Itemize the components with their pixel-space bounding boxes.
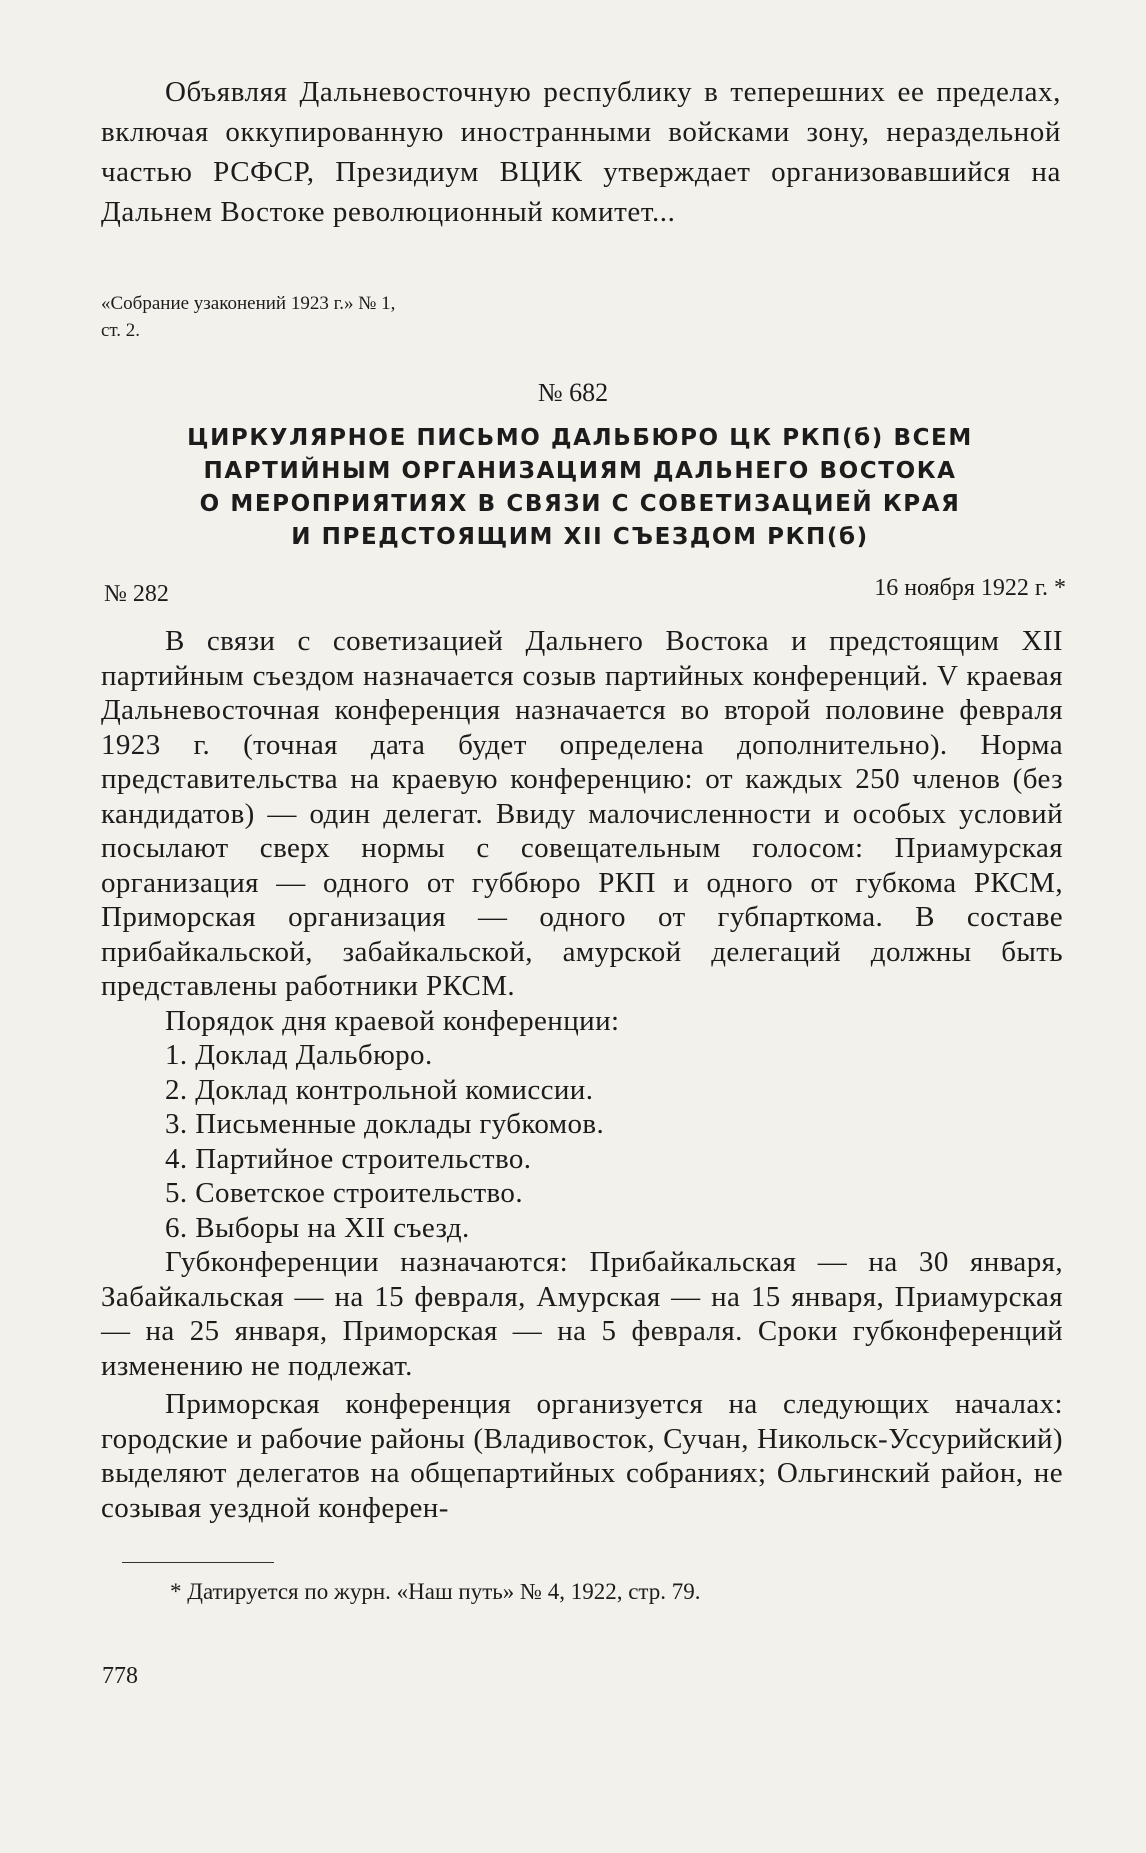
source-reference-line: «Собрание узаконений 1923 г.» № 1, (101, 293, 396, 314)
intro-paragraph: Объявляя Дальневосточную республику в теперешних ее пределах, включая оккупированную иностранными войсками зону, нераздельной частью РСФСР, Президиум ВЦИК утверждает организовавшийся на Дальнем Востоке революционный комитет... (101, 76, 1061, 228)
document-number: № 682 (537, 378, 609, 407)
letter-number: № 282 (104, 581, 169, 607)
letter-body (101, 624, 1063, 1525)
agenda-item: 5. Советское строительство. (165, 1177, 523, 1209)
agenda-list (101, 1038, 1063, 1245)
agenda-item: 6. Выборы на XII съезд. (165, 1211, 470, 1244)
agenda-item: 3. Письменные доклады губкомов. (165, 1108, 605, 1140)
document-title (120, 422, 1040, 554)
agenda-item: 4. Партийное строительство. (165, 1142, 532, 1175)
agenda-item: 1. Доклад Дальбюро. (165, 1039, 433, 1071)
footnote: * Датируется по журн. «Наш путь» № 4, 1922, стр. 79. (170, 1579, 701, 1604)
document-title-line: И ПРЕДСТОЯЩИМ XII СЪЕЗДОМ РКП(б) (291, 524, 869, 550)
body-paragraph: В связи с советизацией Дальнего Востока и предстоящим XII партийным съездом назначается созыв партийных конференций. V краевая Дальневосточная конференция назначается во второй половине февраля 1923 г. (точная дата будет определена дополнительно). Норма представительства на краевую конференцию: от каждых 250 членов (без кандидатов) — один делегат. Ввиду малочисленности и особых условий посылают сверх нормы с совещательным голосом: Приамурская организация — одного от губбюро РКП и одного от губкома РКСМ, Приморская организация — одного от губпарткома. В составе прибайкальской, забайкальской, амурской делегаций должны быть представлены работники РКСМ. (101, 625, 1063, 1002)
body-paragraph: Губконференции назначаются: Прибайкальская — на 30 января, Забайкальская — на 15 февраля, Амурская — на 15 января, Приамурская — на 25 января, Приморская — на 5 февраля. Сроки губконференций изменению не подлежат. (101, 1246, 1063, 1382)
document-title-line: ЦИРКУЛЯРНОЕ ПИСЬМО ДАЛЬБЮРО ЦК РКП(б) ВСЕМ (187, 425, 973, 451)
document-title-line: ПАРТИЙНЫМ ОРГАНИЗАЦИЯМ ДАЛЬНЕГО ВОСТОКА (203, 458, 957, 484)
document-title-line: О МЕРОПРИЯТИЯХ В СВЯЗИ С СОВЕТИЗАЦИЕЙ КРАЯ (199, 491, 961, 517)
letter-date: 16 ноября 1922 г. * (874, 575, 1066, 601)
body-paragraph: Приморская конференция организуется на следующих началах: городские и рабочие районы (Владивосток, Сучан, Никольск-Уссурийский) выделяют делегатов на общепартийных собраниях; Ольгинский район, не созывая уездной конферен- (101, 1388, 1063, 1524)
footnote-divider (122, 1562, 274, 1563)
source-reference-line: ст. 2. (101, 320, 141, 341)
source-reference (101, 290, 621, 344)
agenda-intro: Порядок дня краевой конференции: (165, 1004, 620, 1037)
agenda-item: 2. Доклад контрольной комиссии. (165, 1073, 594, 1106)
page-number: 778 (102, 1663, 138, 1689)
